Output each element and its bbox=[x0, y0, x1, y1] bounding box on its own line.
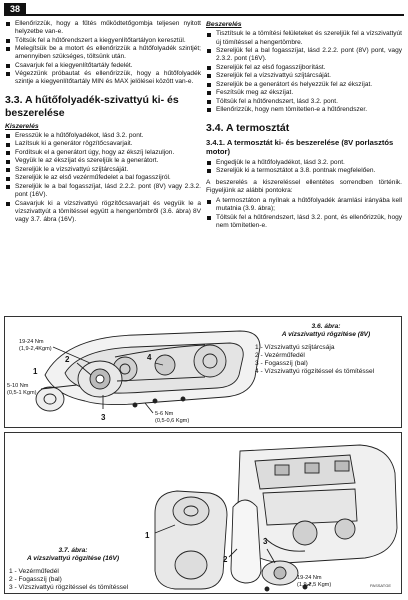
thermostat-list bbox=[206, 159, 402, 176]
list-item: Melegítsük be a motort és ellenőrizzük a hűtőfolyadék szintjét; amennyiben szükséges, töltsünk után. bbox=[5, 45, 201, 61]
section-title-3-4: 3.4. A termosztát bbox=[206, 122, 290, 135]
left-column bbox=[5, 20, 201, 224]
list-item: Feszítsük meg az ékszíjat. bbox=[206, 89, 402, 97]
list-item: Szereljük fel az első fogasszíjborítást. bbox=[206, 64, 402, 72]
torque-callout-3: 5-6 Nm (0,5-0,6 Kgm) bbox=[155, 411, 190, 424]
list-item: Csavarjuk ki a vízszivattyú rögzítőcsavarjait és vegyük le a vízszivattyút a tömítéssel együtt a hengertömbről (3.6. ábra) 8V vagy 3.7. ábra (16V). bbox=[5, 200, 201, 224]
figure-label-3: 3 bbox=[101, 413, 106, 422]
figure-subtitle: A vízszivattyú rögzítése (16V) bbox=[26, 555, 120, 563]
caption-item: 3 - Fogasszíj (bal) bbox=[255, 360, 308, 368]
right-column bbox=[206, 20, 402, 231]
list-item: Szereljük le a bal fogasszíjat, lásd 2.2.2. pont (8V) vagy 2.3.2. pont (16V). bbox=[5, 183, 201, 199]
caption-item: 2 - Fogasszíj (bal) bbox=[9, 576, 62, 584]
section-title-3-3: 3.3. A hűtőfolyadék-szivattyú ki- és beszerelése bbox=[5, 94, 179, 119]
list-item: Csavarjuk fel a kiegyenlítőtartály fedelét. bbox=[5, 62, 201, 70]
subheading-install: Beszerelés bbox=[206, 21, 242, 28]
caption-item: 1 - Vízszivattyú szíjtárcsája bbox=[255, 344, 335, 352]
final-list bbox=[206, 197, 402, 230]
intro-list bbox=[5, 20, 201, 86]
subheading-removal: Kiszerelés bbox=[5, 122, 39, 130]
figure-3-6-caption bbox=[255, 323, 397, 376]
list-item: Szereljük le a vízszivattyú szíjtárcsáját. bbox=[5, 166, 201, 174]
figure-label-4: 4 bbox=[147, 353, 152, 362]
list-item: Eresszük le a hűtőfolyadékot, lásd 3.2. pont. bbox=[5, 132, 201, 140]
figure-subtitle: A vízszivattyú rögzítése (8V) bbox=[281, 331, 371, 339]
header-rule bbox=[4, 14, 404, 16]
torque-callout-1: 19-24 Nm (1,9-2,4Kgm) bbox=[19, 339, 52, 352]
list-item: Szereljük fel a bal fogasszíjat, lásd 2.2.2. pont (8V) pont, vagy 2.3.2. pont (16V). bbox=[206, 47, 402, 63]
figure-title: 3.6. ábra: bbox=[311, 323, 341, 330]
list-item: Fordítsuk el a generátort úgy, hogy az ékszíj lelazuljon. bbox=[5, 149, 201, 157]
list-item: Ellenőrizzük, hogy nem tömítetlen-e a hűtőrendszer. bbox=[206, 106, 402, 114]
torque-callout: 19-24 Nm (1,9-2,5 Kgm) bbox=[297, 575, 332, 588]
list-item: Töltsük fel a hűtőrendszert a kiegyenlítőtartályon keresztül. bbox=[5, 37, 201, 45]
caption-item: 2 - Vezérműfedél bbox=[255, 352, 305, 360]
torque-callout-2: 5-10 Nm (0,5-1 Kgm) bbox=[7, 383, 37, 396]
paragraph: A beszerelés a kiszereléssel ellentétes sorrendben történik. Figyeljünk az alábbi pontokra: bbox=[206, 179, 402, 195]
figure-label-2: 2 bbox=[65, 355, 70, 364]
figure-label-2: 2 bbox=[223, 555, 228, 564]
list-item: Szereljük ki a termosztátot a 3.8. pontnak megfelelően. bbox=[206, 167, 402, 175]
list-item: Vegyük le az ékszíjat és szereljük le a generátort. bbox=[5, 157, 201, 165]
figure-title: 3.7. ábra: bbox=[58, 547, 88, 554]
figure-label-3: 3 bbox=[263, 537, 268, 546]
list-item: Engedjük le a hűtőfolyadékot, lásd 3.2. pont. bbox=[206, 159, 402, 167]
figure-3-6 bbox=[4, 316, 402, 428]
list-item: Töltsük fel a hűtőrendszert, lásd 3.2. pont, és ellenőrizzük, hogy nem tömítetlen-e. bbox=[206, 214, 402, 230]
page-number: 38 bbox=[4, 3, 26, 16]
caption-item: 4 - Vízszivattyú rögzítéssel és tömítéssel bbox=[255, 368, 375, 376]
caption-item: 1 - Vezérműfedél bbox=[9, 568, 59, 576]
list-item: A termosztáton a nyílnak a hűtőfolyadék áramlási irányába kell mutatnia (3.9. ábra); bbox=[206, 197, 402, 213]
list-item: Lazítsuk ki a generátor rögzítőcsavarjait. bbox=[5, 140, 201, 148]
caption-item: 3 - Vízszivattyú rögzítéssel és tömítéssel bbox=[9, 584, 129, 592]
list-item: Töltsük fel a hűtőrendszert, lásd 3.2. pont. bbox=[206, 98, 402, 106]
illustration-brand: PASSATGE bbox=[370, 583, 391, 588]
sub-section-title-3-4-1: 3.4.1. A termosztát ki- és beszerelése (8V porlasztós motor) bbox=[206, 138, 394, 157]
removal-list bbox=[5, 132, 201, 224]
figure-3-7-caption bbox=[9, 547, 137, 592]
figure-label-1: 1 bbox=[145, 531, 150, 540]
figure-3-7 bbox=[4, 432, 402, 594]
list-item: Tisztítsuk le a tömítési felületeket és szereljük fel a vízszivattyút új tömítéssel a hengertömbre. bbox=[206, 30, 402, 46]
figure-label-1: 1 bbox=[33, 367, 38, 376]
list-item: Végezzünk próbautat és ellenőrizzük, hogy a hűtőfolyadék szintje a kiegyenlítőtartály MIN és MAX jelölései között van-e. bbox=[5, 70, 201, 86]
list-item: Szereljük be a generátort és helyezzük fel az ékszíjat. bbox=[206, 81, 402, 89]
list-item: Szereljük le az első vezérműfedelet a bal fogasszíjról. bbox=[5, 174, 201, 182]
list-item: Ellenőrizzük, hogy a fűtés működtetőgombja teljesen nyitott helyzetbe van-e. bbox=[5, 20, 201, 36]
install-list bbox=[206, 30, 402, 114]
list-item: Szereljük fel a vízszivattyú szíjtárcsáját. bbox=[206, 72, 402, 80]
